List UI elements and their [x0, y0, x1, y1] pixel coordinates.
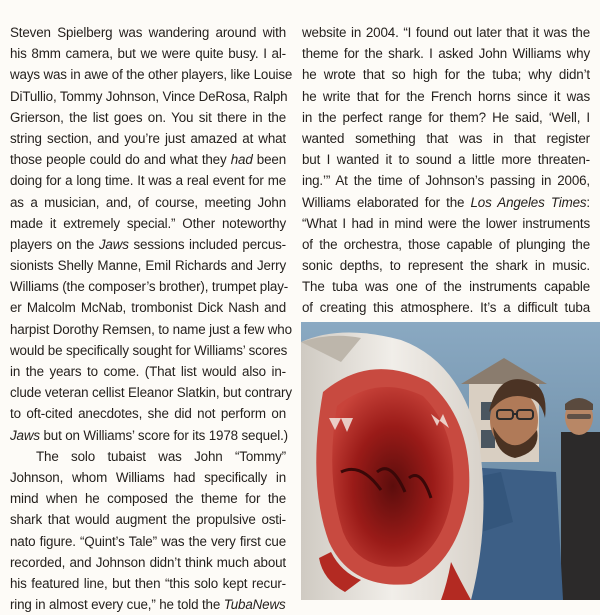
right-column-line — [302, 276, 590, 297]
text-run: ways was in awe of the other players, like Louise — [10, 67, 293, 83]
right-column-line — [302, 86, 590, 107]
text-run: er Malcolm McNab, trombonist Dick Nash and — [10, 300, 286, 316]
left-column-line — [10, 425, 286, 446]
text-run: made it extremely special.” Other noteworthy — [10, 215, 286, 231]
text-run: The solo tubaist was John “Tommy” — [36, 448, 286, 464]
italic-text: TubaNews — [223, 597, 286, 613]
text-run: Williams elaborated for the — [302, 194, 471, 210]
left-column-line — [10, 297, 286, 318]
text-run: sessions included percus- — [128, 236, 286, 252]
text-run: but on Williams’ score for its 1978 sequel.) — [39, 427, 288, 443]
text-run: The tuba was one of the instruments capable — [302, 279, 590, 295]
left-column-line — [10, 382, 292, 403]
right-column-line — [302, 22, 590, 43]
left-text-column — [10, 22, 293, 615]
text-run: sonic depths, to represent the shark in music. — [302, 258, 590, 274]
left-column-line — [10, 64, 293, 85]
text-run: to oft-cited anecdotes, she did not perform on — [10, 406, 286, 422]
text-run: DiTullio, Tommy Johnson, Vince DeRosa, Ralph — [10, 88, 288, 104]
italic-text: Jaws — [10, 427, 40, 443]
text-run: but I wanted it to sound a little more threaten- — [302, 152, 590, 168]
text-run: in the perfect range for them? He said, ‘Well, I — [302, 109, 590, 125]
right-column-line — [302, 43, 590, 64]
left-column-line — [10, 340, 286, 361]
left-column-line — [10, 43, 286, 64]
italic-text: had — [230, 152, 253, 168]
text-run: “What I had in mind were the lower instruments — [302, 215, 590, 231]
left-column-line — [10, 467, 286, 488]
jaws-film-still-photo — [301, 322, 600, 600]
text-run: he write that for the French horns since it was — [302, 88, 590, 104]
text-run: Williams (the composer’s brother), trumpet play- — [10, 279, 289, 295]
left-column-line — [10, 573, 286, 594]
text-run: doing for a long time. It was a real event for me — [10, 173, 286, 189]
text-run: been — [252, 152, 286, 168]
text-run: nato figure. “Quint’s Tale” was the very first cue — [10, 533, 286, 549]
text-run: string section, and you’re just amazed at what — [10, 130, 286, 146]
left-column-line — [10, 128, 286, 149]
right-text-column — [302, 22, 590, 340]
left-column-line — [10, 107, 286, 128]
left-column-line — [10, 213, 286, 234]
text-run: ing.’” At the time of Johnson’s passing in 2006, — [302, 173, 590, 189]
text-run: would be specifically sought for Williams’ scores — [10, 342, 288, 358]
left-column-line — [10, 149, 286, 170]
right-column-line — [302, 297, 590, 318]
text-run: Steven Spielberg was wandering around with — [10, 25, 286, 40]
italic-text: Los Angeles Times — [470, 194, 587, 210]
text-run: recorded, and Johnson didn’t think much about — [10, 554, 286, 570]
text-run: those people could do and what they — [10, 152, 231, 168]
right-column-line — [302, 213, 590, 234]
text-run: Johnson, whom Williams had specifically in — [10, 469, 286, 485]
text-run: clude veteran cellist Eleanor Slatkin, but contrary — [10, 385, 292, 401]
text-run: theme for the shark. I asked John Williams why — [302, 46, 590, 62]
text-run: shark that would augment the propulsive osti- — [10, 512, 286, 528]
text-run: his 8mm camera, but we were quite busy. I al- — [10, 46, 286, 62]
left-column-line — [10, 170, 286, 191]
left-column-line — [10, 509, 286, 530]
left-column-line — [10, 255, 286, 276]
text-run: in the years to come. (That list would also in- — [10, 364, 286, 379]
left-column-line — [10, 594, 286, 615]
text-run: Grierson, the list goes on. You sit there in the — [10, 109, 286, 125]
left-column-line — [10, 22, 286, 43]
text-run: ring in almost every cue,” he told the — [10, 597, 224, 613]
text-run: players on the — [10, 236, 99, 252]
left-column-line — [10, 403, 286, 424]
right-column-line — [302, 234, 590, 255]
left-column-line — [10, 488, 286, 509]
right-column-line — [302, 128, 590, 149]
text-run: of the orchestra, those capable of plunging the — [302, 236, 590, 252]
text-run: : — [586, 194, 590, 210]
right-column-line — [302, 107, 590, 128]
left-column-line — [10, 552, 286, 573]
right-column-line — [302, 149, 590, 170]
left-column-line — [10, 86, 286, 107]
text-run: of creating this atmosphere. It’s a difficult tuba — [302, 300, 590, 316]
left-column-line — [10, 446, 286, 467]
text-run: mind when he composed the theme for the — [10, 491, 286, 507]
italic-text: Jaws — [98, 236, 129, 252]
right-column-line — [302, 255, 590, 276]
right-column-line — [302, 170, 590, 191]
text-run: website in 2004. “I found out later that it was the — [302, 25, 590, 40]
right-column-line — [302, 192, 590, 213]
left-column-line — [10, 531, 286, 552]
text-run: as a musician, and, of course, meeting John — [10, 194, 286, 210]
right-column-line — [302, 64, 590, 85]
left-column-line — [10, 192, 286, 213]
shark-scene-illustration — [301, 322, 600, 600]
left-column-line — [10, 234, 286, 255]
left-column-line — [10, 319, 292, 340]
text-run: his featured line, but then “this solo kept recur- — [10, 575, 286, 591]
text-run: harpist Dorothy Remsen, to name just a few who — [10, 321, 292, 337]
text-run: wanted something that was in that register — [302, 130, 590, 146]
text-run: sionists Shelly Manne, Emil Richards and Jerry — [10, 258, 286, 274]
left-column-line — [10, 276, 289, 297]
text-run: he wrote that so high for the tuba; why didn’t — [302, 67, 590, 83]
left-column-line — [10, 361, 286, 382]
